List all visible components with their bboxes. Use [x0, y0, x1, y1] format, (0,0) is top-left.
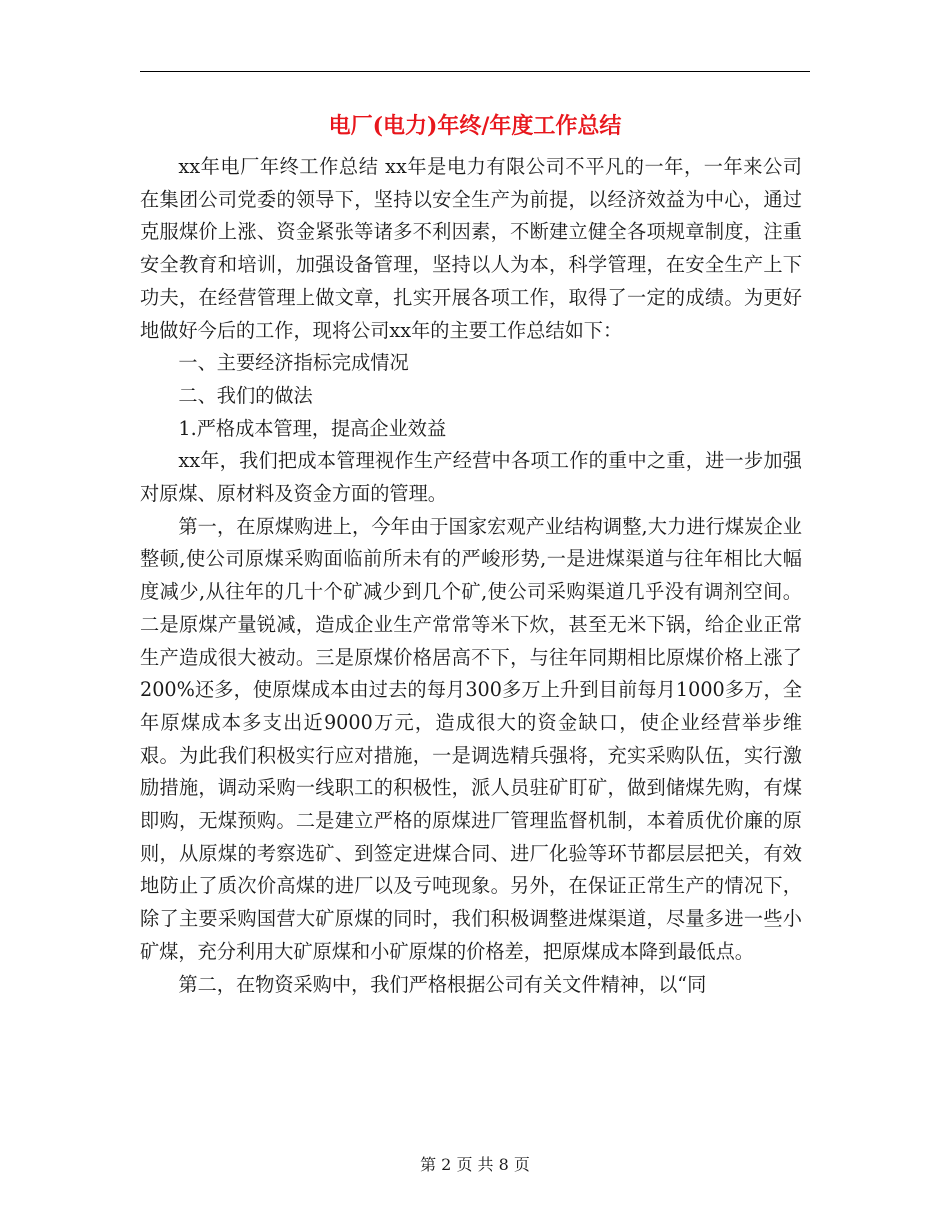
heading-our-approach: 二、我们的做法	[178, 383, 313, 407]
paragraph-intro: xx年电厂年终工作总结 xx年是电力有限公司不平凡的一年，一年来公司在集团公司党委的领导下，坚持以安全生产为前提，以经济效益为中心，通过克服煤价上涨、资金紧张等诸多不利因素，不断建立健全各项规章制度，注重安全教育和培训，加强设备管理，坚持以人为本，科学管理，在安全生产上下功夫，在经营管理上做文章，扎实开展各项工作，取得了一定的成绩。为更好地做好今后的工作，现将公司xx年的主要工作总结如下：	[140, 155, 802, 342]
paragraph-coal-purchasing: 第一，在原煤购进上，今年由于国家宏观产业结构调整,大力进行煤炭企业整顿,使公司原煤采购面临前所未有的严峻形势,一是进煤渠道与往年相比大幅度减少,从往年的几十个矿减少到几个矿,使公司采购渠道几乎没有调剂空间。二是原煤产量锐减，造成企业生产常常等米下炊，甚至无米下锅，给企业正常生产造成很大被动。三是原煤价格居高不下，与往年同期相比原煤价格上涨了200%还多，使原煤成本由过去的每月300多万上升到目前每月1000多万，全年原煤成本多支出近9000万元，造成很大的资金缺口，使企业经营举步维艰。为此我们积极实行应对措施，一是调选精兵强将，充实采购队伍，实行激励措施，调动采购一线职工的积极性，派人员驻矿盯矿，做到储煤先购，有煤即购，无煤预购。二是建立严格的原煤进厂管理监督机制，本着质优价廉的原则，从原煤的考察选矿、到签定进煤合同、进厂化验等环节都层层把关，有效地防止了质次价高煤的进厂以及亏吨现象。另外，在保证正常生产的情况下，除了主要采购国营大矿原煤的同时，我们积极调整进煤渠道，尽量多进一些小矿煤，充分利用大矿原煤和小矿原煤的价格差，把原煤成本降到最低点。	[140, 514, 802, 963]
subheading-cost-management: 1.严格成本管理，提高企业效益	[178, 416, 447, 440]
document-body	[140, 151, 802, 1001]
header-rule	[140, 71, 810, 72]
heading-economic-indicators: 一、主要经济指标完成情况	[178, 351, 409, 375]
paragraph-material-purchasing: 第二，在物资采购中，我们严格根据公司有关文件精神，以“同	[178, 972, 707, 996]
document-title: 电厂(电力)年终/年度工作总结	[328, 113, 622, 139]
paragraph-cost-management: xx年，我们把成本管理视作生产经营中各项工作的重中之重，进一步加强对原煤、原材料及资金方面的管理。	[140, 449, 802, 506]
page-number: 第 2 页 共 8 页	[420, 1155, 530, 1174]
page-footer	[0, 1154, 950, 1176]
